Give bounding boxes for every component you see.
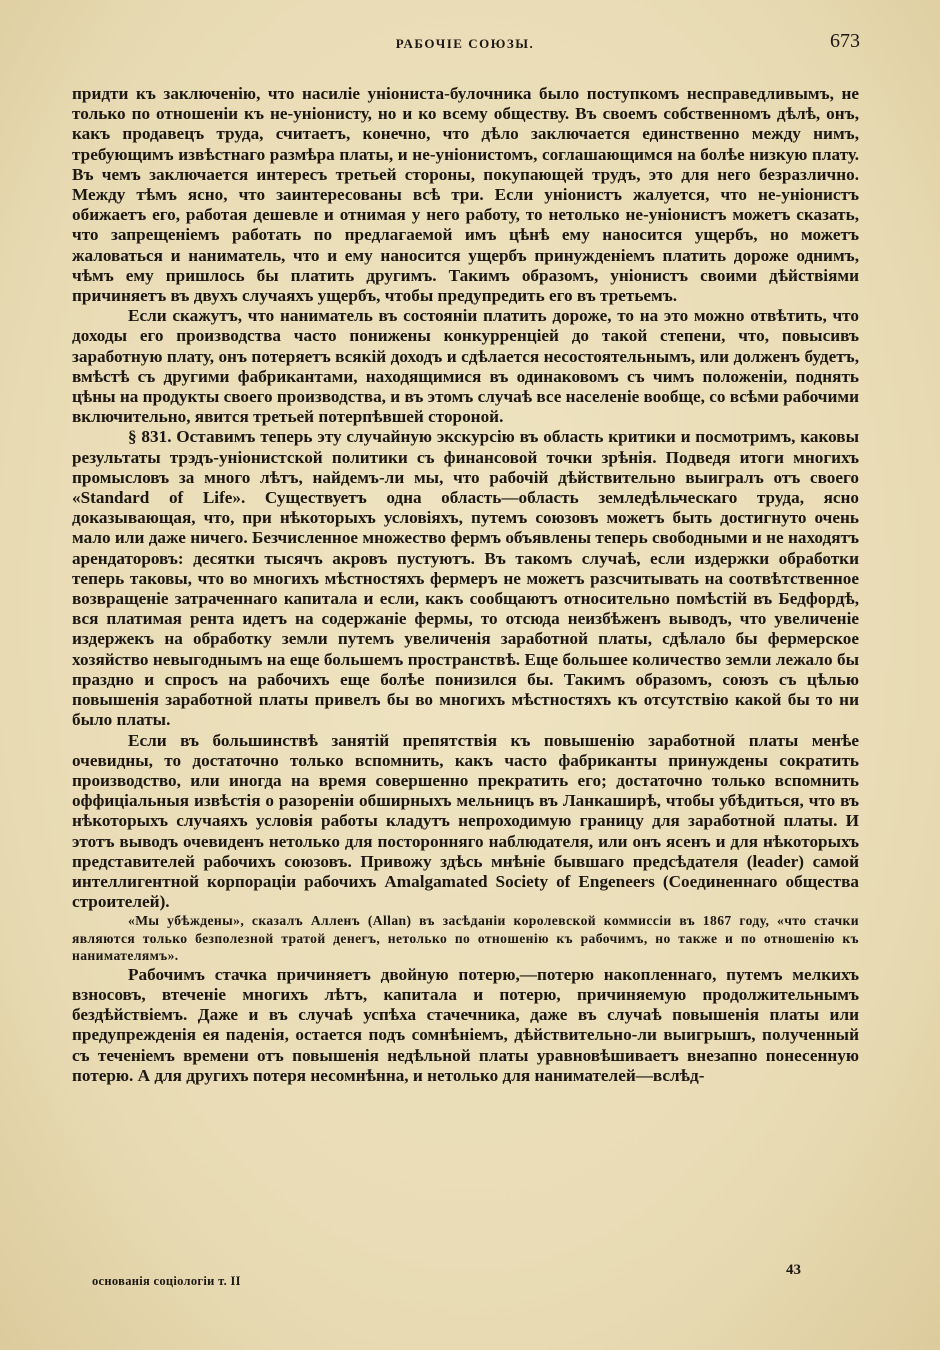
paragraph-3-section-831: § 831. Оставимъ теперь эту случайную экскурсію въ область критики и посмотримъ, каковы результаты трэдъ-уніонистской политики съ финансовой точки зрѣнія. Подведя итоги многихъ промысловъ за много лѣтъ, найдемъ-ли мы, что рабочій дѣйствительно выигралъ отъ своего «Standard of Life». Существуетъ одна область—область земледѣльческаго труда, ясно доказывающая, что, при нѣкоторыхъ условіяхъ, путемъ союзовъ можетъ быть достигнуто очень мало или даже ничего. Безчисленное множество фермъ объявлены теперь свободными и не находятъ арендаторовъ: десятки тысячъ акровъ пустуютъ. Въ такомъ случаѣ, если издержки обработки теперь таковы, что во многихъ мѣстностяхъ фермеръ не можетъ разсчитывать на соотвѣтственное возвращеніе затраченнаго капитала и если, какъ сообщаютъ относительно помѣстій въ Бедфордѣ, вся платимая рента идетъ на содержаніе фермы, то отсюда неизбѣженъ выводъ, что увеличеніе издержекъ на обработку земли путемъ увеличенія заработной платы, сдѣлало бы фермерское хозяйство невыгоднымъ на еще большемъ пространствѣ. Еще большее количество земли лежало бы праздно и спросъ на рабочихъ еще болѣе понизился бы. Такимъ образомъ, союзъ съ цѣлью повышенія заработной платы привелъ бы во многихъ мѣстностяхъ къ отсутствію какой бы то ни было платы. — [72, 427, 859, 730]
running-title: РАБОЧІЕ СОЮЗЫ. — [395, 36, 535, 51]
quotation-allan: «Мы убѣждены», сказалъ Алленъ (Allan) въ засѣданіи королевской коммиссіи въ 1867 году, «что стачки являются только безполезной тратой денегъ, нетолько по отношенію къ рабочимъ, но также и по отношенію къ нанимателямъ». — [72, 913, 859, 964]
page-footer — [72, 1262, 859, 1292]
paragraph-1: придти къ заключенію, что насиліе уніониста-булочника было поступкомъ несправедливымъ, не только по отношеніи къ не-уніонисту, но и ко всему обществу. Въ своемъ собственномъ дѣлѣ, онъ, какъ продавецъ труда, считаетъ, конечно, что дѣло заключается единственно между нимъ, требующимъ извѣстнаго размѣра платы, и не-уніонистомъ, соглашающимся на болѣе низкую плату. Въ чемъ заключается интересъ третьей стороны, покупающей трудъ, это для него безразлично. Между тѣмъ ясно, что заинтересованы всѣ три. Если уніонистъ жалуется, что не-уніонистъ обижаетъ его, работая дешевле и отнимая у него работу, то нетолько не-уніонистъ можетъ сказать, что запрещеніемъ работать по предлагаемой имъ цѣнѣ ему наносится ущербъ, но можетъ жаловаться и наниматель, что и ему наносится ущербъ принужденіемъ платить дороже однимъ, чѣмъ ему пришлось бы платить другимъ. Такимъ образомъ, уніонистъ своими дѣйствіями причиняетъ въ двухъ случаяхъ ущербъ, чтобы предупредить его въ третьемъ. — [72, 84, 859, 306]
sheet-number: 43 — [786, 1262, 801, 1278]
paragraph-4: Если въ большинствѣ занятій препятствія къ повышенію заработной платы менѣе очевидны, то достаточно только вспомнить, какъ часто фабриканты принуждены сократить производство, или иногда на время совершенно прекратить его; достаточно только вспомнить оффиціальныя извѣстія о разореніи обширныхъ мельницъ въ Ланкаширѣ, чтобы убѣдиться, что въ нѣкоторыхъ случаяхъ условія работы кладутъ непроходимую границу для заработной платы. И этотъ выводъ очевиденъ нетолько для посторонняго наблюдателя, или онъ ясенъ и для нѣкоторыхъ представителей рабочихъ союзовъ. Привожу здѣсь мнѣніе бывшаго предсѣдателя (leader) самой интеллигентной корпораціи рабочихъ Amalgamated Society of Engeneers (Соединеннаго общества строителей). — [72, 730, 859, 912]
printer-signature: основанія соціологіи т. II — [92, 1274, 241, 1288]
body-text — [72, 84, 859, 1086]
page-header — [70, 30, 860, 60]
paragraph-5: Рабочимъ стачка причиняетъ двойную потерю,—потерю накопленнаго, путемъ мелкихъ взносовъ, втеченіе многихъ лѣтъ, капитала и потерю, причиняемую продолжительнымъ бездѣйствіемъ. Даже и въ случаѣ успѣха стачечника, даже въ случаѣ повышенія платы или предупрежденія ея паденія, остается подъ сомнѣніемъ, дѣйствительно-ли выигрышъ, полученный съ теченіемъ времени отъ повышенія недѣльной платы уравновѣшиваетъ внезапно понесенную потерю. А для другихъ потеря несомнѣнна, и нетолько для нанимателей—вслѣд- — [72, 964, 859, 1085]
page-number: 673 — [830, 30, 860, 52]
paragraph-2: Если скажутъ, что наниматель въ состояніи платить дороже, то на это можно отвѣтить, что доходы его производства часто понижены конкурренціей до такой степени, что, повысивъ заработную плату, онъ потеряетъ всякій доходъ и сдѣлается несостоятельнымъ, или долженъ будетъ, вмѣстѣ съ другими фабрикантами, находящимися въ одинаковомъ съ чимъ положеніи, поднять цѣны на продукты своего производства, и въ этомъ случаѣ все населеніе вообще, со всѣми рабочими включительно, явится третьей потерпѣвшей стороной. — [72, 306, 859, 427]
